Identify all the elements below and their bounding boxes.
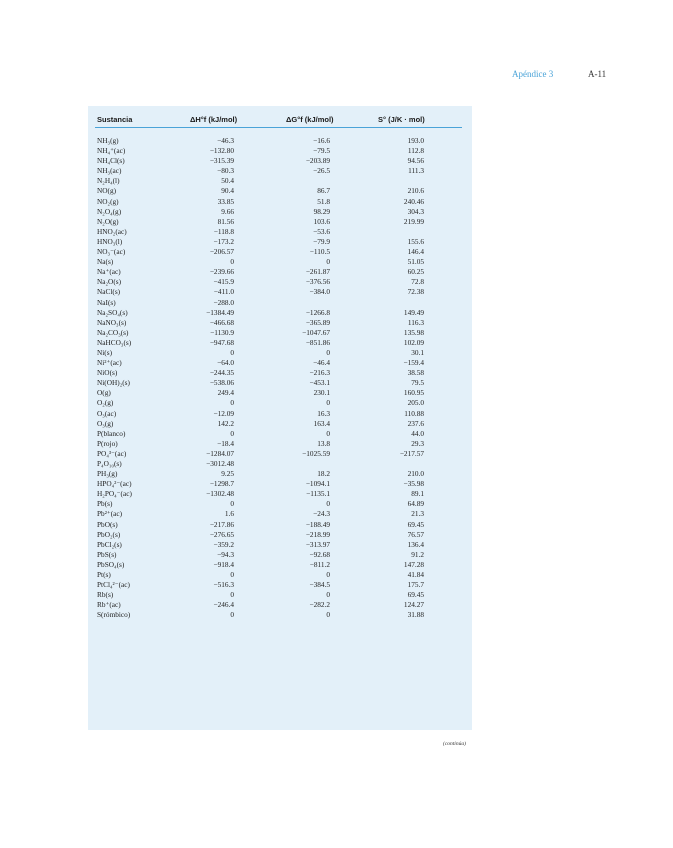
gibbs-cell: 0 — [326, 398, 330, 408]
enthalpy-cell: −46.3 — [217, 136, 234, 145]
substance-cell: NH₄Cl(s) — [97, 156, 125, 166]
entropy-cell: 102.09 — [403, 337, 424, 347]
gibbs-cell: 98.29 — [313, 206, 330, 216]
gibbs-cell: −313.97 — [305, 539, 330, 549]
enthalpy-cell: 9.25 — [221, 469, 234, 479]
entropy-cell: 124.27 — [403, 600, 424, 610]
enthalpy-cell: 0 — [230, 570, 234, 580]
table-row — [0, 530, 673, 540]
table-row — [0, 540, 673, 550]
enthalpy-cell: 0 — [230, 428, 234, 438]
substance-cell: PbCl₂(s) — [97, 539, 122, 549]
enthalpy-cell: −64.0 — [217, 358, 234, 368]
gibbs-cell: −188.49 — [305, 519, 330, 529]
table-row — [0, 267, 673, 277]
substance-cell: P(blanco) — [97, 428, 126, 438]
gibbs-cell: −282.2 — [309, 600, 330, 610]
table-row — [0, 136, 673, 146]
substance-cell: Ni²⁺(ac) — [97, 358, 122, 368]
table-row — [0, 600, 673, 610]
gibbs-cell: −453.1 — [309, 378, 330, 388]
gibbs-cell: 103.6 — [313, 216, 330, 226]
entropy-cell: 175.7 — [407, 580, 424, 590]
substance-cell: NH₃(ac) — [97, 166, 122, 176]
entropy-cell: 79.5 — [411, 378, 424, 388]
enthalpy-cell: −1298.7 — [209, 479, 234, 489]
table-row — [0, 247, 673, 257]
substance-cell: HNO₂(ac) — [97, 226, 127, 236]
substance-cell: O₂(g) — [97, 398, 114, 408]
enthalpy-cell: −118.8 — [213, 226, 234, 236]
substance-cell: NH₃(g) — [97, 136, 119, 145]
gibbs-cell: −110.5 — [309, 247, 330, 257]
enthalpy-cell: −244.35 — [209, 368, 234, 378]
enthalpy-cell: −538.06 — [209, 378, 234, 388]
gibbs-cell: 51.8 — [317, 196, 330, 206]
enthalpy-cell: −132.80 — [209, 146, 234, 156]
entropy-cell: 193.0 — [407, 136, 424, 145]
substance-cell: O₃(g) — [97, 418, 114, 428]
gibbs-cell: −216.3 — [309, 368, 330, 378]
enthalpy-cell: −239.66 — [209, 267, 234, 277]
table-row — [0, 146, 673, 156]
enthalpy-cell: −173.2 — [213, 236, 234, 246]
substance-cell: N₂H₄(l) — [97, 176, 120, 186]
entropy-cell: 29.3 — [411, 438, 424, 448]
substance-cell: Na₂CO₃(s) — [97, 327, 129, 337]
table-row — [0, 409, 673, 419]
table-row — [0, 580, 673, 590]
substance-cell: Pb(s) — [97, 499, 113, 509]
substance-cell: HNO₃(l) — [97, 236, 123, 246]
gibbs-cell: −384.0 — [309, 287, 330, 297]
entropy-cell: 136.4 — [407, 539, 424, 549]
table-row — [0, 610, 673, 620]
table-row — [0, 298, 673, 308]
entropy-cell: 112.8 — [407, 146, 424, 156]
enthalpy-cell: −1130.9 — [210, 327, 234, 337]
table-row — [0, 176, 673, 186]
enthalpy-cell: 9.66 — [221, 206, 234, 216]
gibbs-cell: 16.3 — [317, 408, 330, 418]
entropy-cell: 51.05 — [407, 257, 424, 267]
column-header-substance: Sustancia — [97, 115, 133, 124]
gibbs-cell: −1047.67 — [302, 327, 330, 337]
table-row — [0, 590, 673, 600]
enthalpy-cell: 33.85 — [217, 196, 234, 206]
gibbs-cell: −26.5 — [313, 166, 330, 176]
entropy-cell: 44.0 — [411, 428, 424, 438]
enthalpy-cell: 81.56 — [217, 216, 234, 226]
column-header-gibbs: ΔG°f (kJ/mol) — [286, 115, 334, 124]
enthalpy-cell: 0 — [230, 398, 234, 408]
table-row — [0, 287, 673, 297]
enthalpy-cell: 0 — [230, 347, 234, 357]
substance-cell: NaHCO₃(s) — [97, 337, 132, 347]
gibbs-cell: −203.89 — [305, 156, 330, 166]
entropy-cell: −159.4 — [403, 358, 424, 368]
table-row — [0, 358, 673, 368]
gibbs-cell: −376.56 — [305, 277, 330, 287]
substance-cell: PbO₂(s) — [97, 529, 121, 539]
table-row — [0, 277, 673, 287]
table-row — [0, 429, 673, 439]
gibbs-cell: −53.6 — [313, 226, 330, 236]
substance-cell: S(rómbico) — [97, 610, 131, 620]
substance-cell: Na₂O(s) — [97, 277, 122, 287]
enthalpy-cell: 0 — [230, 610, 234, 620]
gibbs-cell: −261.87 — [305, 267, 330, 277]
entropy-cell: 155.6 — [407, 236, 424, 246]
substance-cell: N₂O₄(g) — [97, 206, 122, 216]
entropy-cell: 116.3 — [407, 317, 424, 327]
entropy-cell: 91.2 — [411, 549, 424, 559]
entropy-cell: −217.57 — [399, 448, 424, 458]
entropy-cell: 147.28 — [403, 559, 424, 569]
substance-cell: NaI(s) — [97, 297, 116, 307]
substance-cell: NiO(s) — [97, 368, 118, 378]
enthalpy-cell: −3012.48 — [206, 459, 234, 468]
enthalpy-cell: 0 — [230, 257, 234, 267]
gibbs-cell: −218.99 — [305, 529, 330, 539]
substance-cell: PbO(s) — [97, 519, 118, 529]
gibbs-cell: −1094.1 — [305, 479, 330, 489]
substance-cell: HPO₄²⁻(ac) — [97, 479, 132, 489]
enthalpy-cell: −1284.07 — [206, 448, 234, 458]
substance-cell: O(g) — [97, 388, 111, 398]
enthalpy-cell: −288.0 — [213, 297, 234, 307]
substance-cell: NO₃⁻(ac) — [97, 247, 126, 257]
table-row — [0, 166, 673, 176]
substance-cell: PH₃(g) — [97, 469, 118, 479]
enthalpy-cell: −516.3 — [213, 580, 234, 590]
gibbs-cell: 86.7 — [317, 186, 330, 196]
substance-cell: O₃(ac) — [97, 408, 117, 418]
entropy-cell: 60.25 — [407, 267, 424, 277]
enthalpy-cell: −947.68 — [209, 337, 234, 347]
gibbs-cell: −16.6 — [313, 136, 330, 145]
table-row — [0, 378, 673, 388]
entropy-cell: 41.84 — [407, 570, 424, 580]
table-row — [0, 207, 673, 217]
substance-cell: Pb²⁺(ac) — [97, 509, 123, 519]
data-table-body — [0, 136, 673, 621]
substance-cell: NaCl(s) — [97, 287, 121, 297]
entropy-cell: 38.58 — [407, 368, 424, 378]
gibbs-cell: 0 — [326, 610, 330, 620]
gibbs-cell: −811.2 — [309, 559, 330, 569]
entropy-cell: 69.45 — [407, 590, 424, 600]
gibbs-cell: 13.8 — [317, 438, 330, 448]
entropy-cell: 76.57 — [407, 529, 424, 539]
entropy-cell: 219.99 — [403, 216, 424, 226]
gibbs-cell: 18.2 — [317, 469, 330, 479]
gibbs-cell: −92.68 — [309, 549, 330, 559]
gibbs-cell: 0 — [326, 257, 330, 267]
gibbs-cell: 0 — [326, 570, 330, 580]
header-rule — [95, 127, 462, 128]
enthalpy-cell: −918.4 — [213, 559, 234, 569]
substance-cell: PO₄³⁻(ac) — [97, 448, 127, 458]
continued-note: (continúa) — [443, 741, 466, 747]
substance-cell: H₂PO₄⁻(ac) — [97, 489, 132, 499]
entropy-cell: 72.8 — [411, 277, 424, 287]
entropy-cell: 237.6 — [407, 418, 424, 428]
enthalpy-cell: 142.2 — [217, 418, 234, 428]
entropy-cell: 111.3 — [408, 166, 424, 176]
enthalpy-cell: 50.4 — [221, 176, 234, 186]
entropy-cell: 146.4 — [407, 247, 424, 257]
entropy-cell: 89.1 — [411, 489, 424, 499]
table-row — [0, 419, 673, 429]
table-row — [0, 388, 673, 398]
table-row — [0, 348, 673, 358]
enthalpy-cell: 0 — [230, 499, 234, 509]
table-row — [0, 186, 673, 196]
table-row — [0, 449, 673, 459]
table-row — [0, 459, 673, 469]
enthalpy-cell: 0 — [230, 590, 234, 600]
gibbs-cell: −1266.8 — [305, 307, 330, 317]
table-row — [0, 237, 673, 247]
substance-cell: P(rojo) — [97, 438, 118, 448]
table-row — [0, 197, 673, 207]
substance-cell: Ni(OH)₂(s) — [97, 378, 130, 388]
table-row — [0, 489, 673, 499]
table-row — [0, 570, 673, 580]
enthalpy-cell: −315.39 — [209, 156, 234, 166]
enthalpy-cell: −415.9 — [213, 277, 234, 287]
substance-cell: Na₂SO₄(s) — [97, 307, 128, 317]
gibbs-cell: −24.3 — [313, 509, 330, 519]
enthalpy-cell: −1384.49 — [206, 307, 234, 317]
table-row — [0, 520, 673, 530]
gibbs-cell: 0 — [326, 428, 330, 438]
gibbs-cell: −851.86 — [305, 337, 330, 347]
gibbs-cell: 230.1 — [313, 388, 330, 398]
substance-cell: Na(s) — [97, 257, 114, 267]
enthalpy-cell: −1302.48 — [206, 489, 234, 499]
entropy-cell: 69.45 — [407, 519, 424, 529]
substance-cell: Rb⁺(ac) — [97, 600, 121, 610]
enthalpy-cell: −276.65 — [209, 529, 234, 539]
table-row — [0, 469, 673, 479]
entropy-cell: 94.56 — [407, 156, 424, 166]
column-header-entropy: S° (J/K · mol) — [378, 115, 425, 124]
gibbs-cell: −1025.59 — [302, 448, 330, 458]
enthalpy-cell: −12.09 — [213, 408, 234, 418]
enthalpy-cell: −246.4 — [213, 600, 234, 610]
substance-cell: P₄O₁₀(s) — [97, 459, 122, 468]
enthalpy-cell: −359.2 — [213, 539, 234, 549]
gibbs-cell: 0 — [326, 347, 330, 357]
substance-cell: N₂O(g) — [97, 216, 119, 226]
substance-cell: NO(g) — [97, 186, 117, 196]
table-row — [0, 499, 673, 509]
table-row — [0, 398, 673, 408]
enthalpy-cell: −217.86 — [209, 519, 234, 529]
enthalpy-cell: 1.6 — [224, 509, 234, 519]
gibbs-cell: −1135.1 — [306, 489, 330, 499]
substance-cell: Ni(s) — [97, 347, 112, 357]
entropy-cell: 240.46 — [403, 196, 424, 206]
entropy-cell: 110.88 — [404, 408, 424, 418]
table-row — [0, 156, 673, 166]
table-row — [0, 328, 673, 338]
substance-cell: NH₄⁺(ac) — [97, 146, 126, 156]
page-header — [0, 69, 673, 83]
table-row — [0, 368, 673, 378]
table-row — [0, 217, 673, 227]
enthalpy-cell: −18.4 — [217, 438, 234, 448]
entropy-cell: 160.95 — [403, 388, 424, 398]
substance-cell: PtCl₄²⁻(ac) — [97, 580, 130, 590]
enthalpy-cell: 249.4 — [217, 388, 234, 398]
enthalpy-cell: −466.68 — [209, 317, 234, 327]
entropy-cell: 205.0 — [407, 398, 424, 408]
entropy-cell: 210.0 — [407, 469, 424, 479]
table-row — [0, 509, 673, 519]
gibbs-cell: −384.5 — [309, 580, 330, 590]
table-row — [0, 257, 673, 267]
entropy-cell: 135.98 — [403, 327, 424, 337]
table-row — [0, 227, 673, 237]
substance-cell: NaNO₃(s) — [97, 317, 127, 327]
entropy-cell: −35.98 — [403, 479, 424, 489]
substance-cell: PbS(s) — [97, 549, 117, 559]
gibbs-cell: 0 — [326, 590, 330, 600]
enthalpy-cell: −94.3 — [217, 549, 234, 559]
entropy-cell: 210.6 — [407, 186, 424, 196]
enthalpy-cell: −206.57 — [209, 247, 234, 257]
entropy-cell: 31.88 — [407, 610, 424, 620]
substance-cell: Rb(s) — [97, 590, 114, 600]
table-row — [0, 308, 673, 318]
substance-cell: Pt(s) — [97, 570, 111, 580]
enthalpy-cell: −411.0 — [213, 287, 234, 297]
table-row — [0, 318, 673, 328]
entropy-cell: 64.89 — [407, 499, 424, 509]
gibbs-cell: −79.9 — [313, 236, 330, 246]
enthalpy-cell: −80.3 — [217, 166, 234, 176]
gibbs-cell: −79.5 — [313, 146, 330, 156]
table-row — [0, 550, 673, 560]
appendix-label: Apéndice 3 — [512, 69, 554, 79]
substance-cell: Na⁺(ac) — [97, 267, 121, 277]
gibbs-cell: −46.4 — [313, 358, 330, 368]
gibbs-cell: 0 — [326, 499, 330, 509]
substance-cell: NO₂(g) — [97, 196, 119, 206]
table-row — [0, 479, 673, 489]
gibbs-cell: 163.4 — [313, 418, 330, 428]
column-header-enthalpy: ΔH°f (kJ/mol) — [190, 115, 238, 124]
page-number: A-11 — [588, 69, 607, 79]
substance-cell: PbSO₄(s) — [97, 559, 125, 569]
entropy-cell: 149.49 — [403, 307, 424, 317]
entropy-cell: 72.38 — [407, 287, 424, 297]
table-row — [0, 560, 673, 570]
table-row — [0, 439, 673, 449]
gibbs-cell: −365.89 — [305, 317, 330, 327]
entropy-cell: 304.3 — [407, 206, 424, 216]
table-row — [0, 338, 673, 348]
entropy-cell: 30.1 — [411, 347, 424, 357]
entropy-cell: 21.3 — [411, 509, 424, 519]
enthalpy-cell: 90.4 — [221, 186, 234, 196]
